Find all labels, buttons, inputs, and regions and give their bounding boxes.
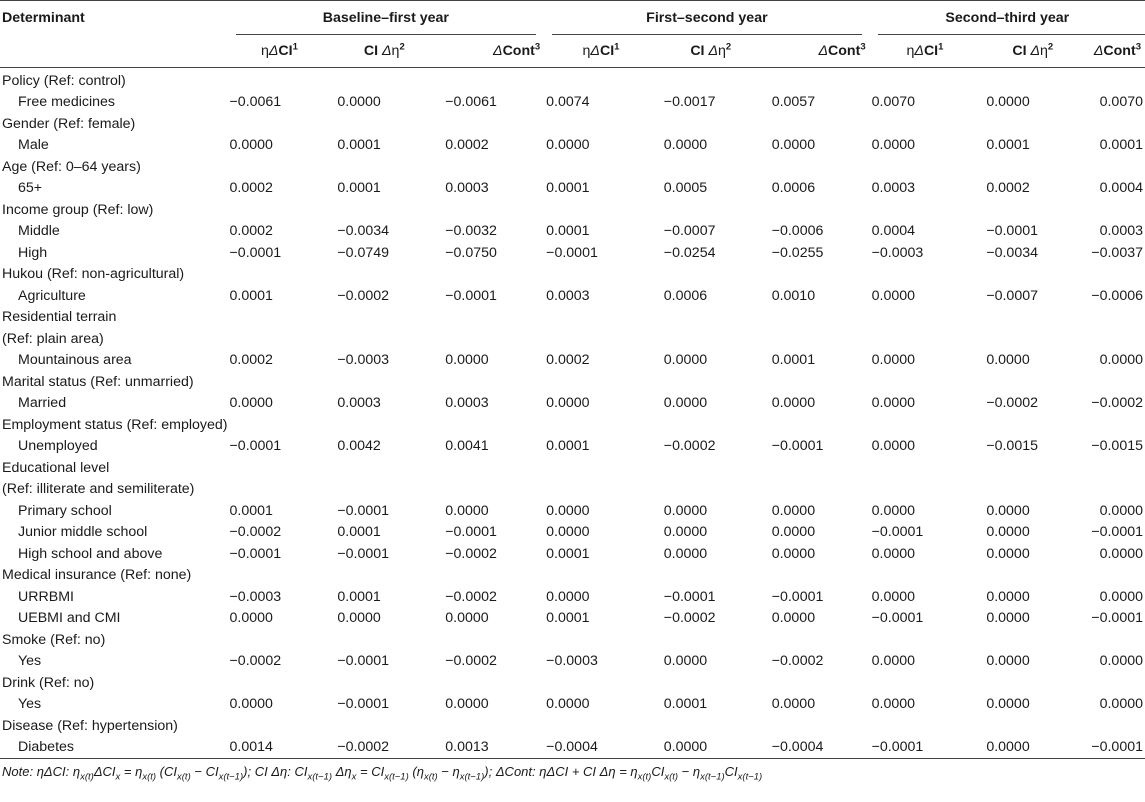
value-cell: 0.0003 — [445, 180, 489, 197]
value-cell: 0.0001 — [546, 180, 590, 197]
value-cell: 0.0004 — [1099, 180, 1143, 197]
value-cell: 0.0000 — [445, 352, 489, 369]
empty-cell — [228, 414, 1145, 436]
value-cell: 0.0000 — [663, 545, 708, 562]
row-label: Diabetes — [18, 739, 74, 756]
value-cell: 0.0002 — [986, 180, 1030, 197]
group-row — [0, 307, 1145, 329]
table-row — [0, 436, 1145, 458]
group-row — [0, 414, 1145, 436]
value-cell: 0.0070 — [871, 94, 916, 111]
group-label: Second–third year — [945, 10, 1070, 26]
table-row — [0, 651, 1145, 673]
value-cell: −0.0001 — [337, 696, 390, 713]
value-cell: 0.0000 — [445, 696, 489, 713]
value-cell: 0.0000 — [771, 545, 816, 562]
row-label: Unemployed — [18, 438, 98, 455]
value-cell: 0.0005 — [663, 180, 708, 197]
value-cell: −0.0015 — [1091, 438, 1143, 455]
value-cell: −0.0037 — [1091, 244, 1143, 261]
value-cell: 0.0000 — [986, 545, 1030, 562]
value-cell: −0.0002 — [445, 653, 497, 670]
value-cell: −0.0003 — [229, 588, 282, 605]
value-cell: −0.0002 — [337, 739, 390, 756]
value-cell: −0.0001 — [337, 653, 390, 670]
group-label: Residential terrain — [2, 309, 117, 326]
value-cell: 0.0001 — [771, 352, 816, 369]
value-cell: 0.0010 — [771, 287, 816, 304]
value-cell: 0.0001 — [337, 524, 381, 541]
value-cell: 0.0001 — [1099, 137, 1143, 154]
row-label: Primary school — [18, 502, 112, 519]
value-cell: −0.0001 — [445, 287, 497, 304]
subcol-header: ηΔCI$^1$ — [260, 41, 298, 59]
value-cell: −0.0001 — [663, 588, 716, 605]
value-cell: 0.0000 — [986, 524, 1030, 541]
value-cell: −0.0001 — [871, 610, 924, 627]
group-row — [0, 264, 1145, 286]
value-cell: 0.0000 — [771, 395, 816, 412]
empty-cell — [228, 629, 1145, 651]
value-cell: −0.0001 — [546, 244, 598, 261]
value-cell: 0.0000 — [663, 524, 708, 541]
value-cell: −0.0001 — [986, 223, 1038, 240]
value-cell: −0.0032 — [445, 223, 497, 240]
value-cell: 0.0000 — [1099, 352, 1143, 369]
value-cell: −0.0002 — [337, 287, 390, 304]
value-cell: 0.0000 — [229, 696, 273, 713]
value-cell: 0.0000 — [871, 395, 916, 412]
subcol-header: CI $\Delta\eta^2$ — [363, 41, 405, 59]
header-row-groups — [0, 1, 1145, 36]
empty-cell — [228, 156, 1145, 178]
value-cell: 0.0000 — [546, 524, 590, 541]
group-label: Policy (Ref: control) — [2, 72, 126, 89]
empty-cell — [228, 307, 1145, 329]
subcol-header: ηΔCI$^1$ — [906, 41, 944, 59]
value-cell: −0.0006 — [1091, 287, 1143, 304]
empty-cell — [228, 371, 1145, 393]
value-cell: 0.0000 — [771, 137, 816, 154]
value-cell: −0.0001 — [445, 524, 497, 541]
group-label: Smoke (Ref: no) — [2, 631, 106, 648]
value-cell: 0.0001 — [337, 180, 381, 197]
table-row — [0, 500, 1145, 522]
group-header-baseline — [228, 1, 545, 36]
row-label: Yes — [18, 696, 42, 713]
value-cell: 0.0000 — [1099, 545, 1143, 562]
table-row — [0, 393, 1145, 415]
value-cell: 0.0000 — [871, 287, 916, 304]
empty-cell — [228, 68, 1145, 92]
value-cell: 0.0000 — [445, 610, 489, 627]
value-cell: 0.0000 — [771, 502, 816, 519]
value-cell: 0.0000 — [771, 696, 816, 713]
value-cell: 0.0001 — [986, 137, 1030, 154]
value-cell: −0.0006 — [771, 223, 824, 240]
value-cell: −0.0001 — [337, 502, 390, 519]
row-label: High — [18, 244, 48, 261]
value-cell: −0.0001 — [229, 438, 282, 455]
table-row — [0, 242, 1145, 264]
value-cell: 0.0000 — [986, 739, 1030, 756]
row-label: UEBMI and CMI — [18, 610, 121, 627]
value-cell: 0.0000 — [986, 610, 1030, 627]
group-row — [0, 629, 1145, 651]
value-cell: 0.0000 — [986, 502, 1030, 519]
table-row — [0, 135, 1145, 157]
value-cell: 0.0000 — [229, 610, 273, 627]
value-cell: 0.0002 — [445, 137, 489, 154]
group-label: Drink (Ref: no) — [2, 674, 95, 691]
value-cell: −0.0061 — [445, 94, 497, 111]
empty-cell — [228, 199, 1145, 221]
value-cell: 0.0000 — [986, 588, 1030, 605]
value-cell: 0.0002 — [229, 180, 273, 197]
row-label: Married — [18, 395, 67, 412]
group-row — [0, 479, 1145, 501]
subcol-header: ΔCont$^3$ — [493, 41, 541, 59]
group-label: Disease (Ref: hypertension) — [2, 717, 178, 734]
value-cell: 0.0057 — [771, 94, 816, 111]
group-label: (Ref: illiterate and semiliterate) — [2, 481, 195, 498]
group-row — [0, 715, 1145, 737]
group-label: Age (Ref: 0–64 years) — [2, 158, 141, 175]
value-cell: −0.0002 — [663, 610, 716, 627]
value-cell: −0.0003 — [337, 352, 390, 369]
value-cell: −0.0002 — [1091, 395, 1143, 412]
value-cell: 0.0001 — [229, 287, 273, 304]
value-cell: 0.0000 — [445, 502, 489, 519]
value-cell: 0.0000 — [229, 395, 273, 412]
empty-cell — [228, 457, 1145, 479]
subcol-header: ηΔCI$^1$ — [582, 41, 620, 59]
value-cell: 0.0000 — [663, 395, 708, 412]
value-cell: 0.0000 — [1099, 588, 1143, 605]
value-cell: 0.0003 — [445, 395, 489, 412]
value-cell: 0.0004 — [871, 223, 916, 240]
value-cell: −0.0001 — [771, 588, 824, 605]
value-cell: 0.0000 — [546, 696, 590, 713]
group-label: (Ref: plain area) — [2, 330, 104, 347]
empty-cell — [228, 715, 1145, 737]
value-cell: −0.0002 — [229, 524, 282, 541]
table-row — [0, 178, 1145, 200]
group-label: Medical insurance (Ref: none) — [2, 567, 192, 584]
group-row — [0, 457, 1145, 479]
value-cell: 0.0000 — [871, 588, 916, 605]
value-cell: 0.0041 — [445, 438, 489, 455]
value-cell: 0.0000 — [546, 502, 590, 519]
value-cell: −0.0001 — [871, 739, 924, 756]
table-row — [0, 522, 1145, 544]
group-label: Gender (Ref: female) — [2, 115, 136, 132]
row-label: URRBMI — [18, 588, 74, 605]
note-lead: Note: — [2, 764, 37, 779]
row-label: Agriculture — [18, 287, 86, 304]
table-row — [0, 221, 1145, 243]
group-row — [0, 68, 1145, 92]
value-cell: 0.0006 — [663, 287, 708, 304]
value-cell: −0.0034 — [337, 223, 390, 240]
group-label: Educational level — [2, 459, 110, 476]
value-cell: 0.0000 — [229, 137, 273, 154]
value-cell: −0.0750 — [445, 244, 497, 261]
value-cell: 0.0000 — [1099, 696, 1143, 713]
value-cell: 0.0001 — [546, 610, 590, 627]
row-label: Yes — [18, 653, 42, 670]
value-cell: 0.0002 — [229, 352, 273, 369]
value-cell: 0.0000 — [871, 696, 916, 713]
row-label: 65+ — [18, 180, 43, 197]
group-label: First–second year — [646, 10, 768, 26]
group-row — [0, 113, 1145, 135]
empty-cell — [228, 113, 1145, 135]
value-cell: 0.0000 — [986, 653, 1030, 670]
subcol-header: ΔCont$^3$ — [818, 41, 866, 59]
group-row — [0, 199, 1145, 221]
value-cell: −0.0002 — [986, 395, 1038, 412]
value-cell: 0.0001 — [546, 438, 590, 455]
value-cell: −0.0254 — [663, 244, 716, 261]
value-cell: 0.0002 — [546, 352, 590, 369]
group-label: Employment status (Ref: employed) — [2, 416, 228, 433]
group-label: Income group (Ref: low) — [2, 201, 154, 218]
row-label: High school and above — [18, 545, 163, 562]
subcol-header: CI $\Delta\eta^2$ — [1012, 41, 1054, 59]
table-row — [0, 694, 1145, 716]
empty-cell — [228, 479, 1145, 501]
value-cell: 0.0074 — [546, 94, 590, 111]
value-cell: 0.0000 — [986, 696, 1030, 713]
group-label: Marital status (Ref: unmarried) — [2, 373, 194, 390]
row-label: Mountainous area — [18, 352, 132, 369]
row-label: Male — [18, 137, 49, 154]
empty-cell — [228, 672, 1145, 694]
value-cell: 0.0000 — [871, 137, 916, 154]
value-cell: −0.0255 — [771, 244, 824, 261]
value-cell: 0.0014 — [229, 739, 273, 756]
subcol-header: ΔCont$^3$ — [1093, 41, 1141, 59]
value-cell: 0.0000 — [663, 739, 708, 756]
value-cell: −0.0007 — [663, 223, 716, 240]
value-cell: −0.0002 — [229, 653, 282, 670]
value-cell: −0.0001 — [337, 545, 390, 562]
table-row — [0, 608, 1145, 630]
value-cell: 0.0003 — [871, 180, 916, 197]
table-row — [0, 350, 1145, 372]
value-cell: 0.0000 — [337, 94, 381, 111]
value-cell: 0.0000 — [546, 137, 590, 154]
row-label: Middle — [18, 223, 60, 240]
value-cell: −0.0001 — [1091, 610, 1143, 627]
group-row — [0, 371, 1145, 393]
value-cell: 0.0000 — [771, 610, 816, 627]
value-cell: 0.0000 — [663, 653, 708, 670]
value-cell: −0.0004 — [771, 739, 824, 756]
value-cell: −0.0003 — [546, 653, 598, 670]
value-cell: 0.0000 — [871, 438, 916, 455]
value-cell: −0.0002 — [663, 438, 716, 455]
header-row-subcols — [0, 35, 1145, 68]
value-cell: 0.0001 — [337, 588, 381, 605]
group-header-first-second — [544, 1, 869, 36]
group-row — [0, 565, 1145, 587]
group-row — [0, 328, 1145, 350]
value-cell: 0.0001 — [337, 137, 381, 154]
group-row — [0, 156, 1145, 178]
table-row — [0, 737, 1145, 759]
value-cell: 0.0006 — [771, 180, 816, 197]
group-row — [0, 672, 1145, 694]
empty-cell — [228, 264, 1145, 286]
empty-header-cell — [0, 35, 228, 68]
value-cell: −0.0004 — [546, 739, 598, 756]
value-cell: 0.0002 — [229, 223, 273, 240]
value-cell: 0.0001 — [663, 696, 708, 713]
value-cell: 0.0000 — [337, 610, 381, 627]
value-cell: 0.0003 — [337, 395, 381, 412]
table-row — [0, 92, 1145, 114]
value-cell: −0.0001 — [1091, 739, 1143, 756]
value-cell: 0.0000 — [986, 94, 1030, 111]
value-cell: −0.0001 — [229, 545, 282, 562]
row-label: Junior middle school — [18, 524, 148, 541]
value-cell: 0.0000 — [771, 524, 816, 541]
table-row — [0, 285, 1145, 307]
subcol-header: CI $\Delta\eta^2$ — [690, 41, 732, 59]
determinant-header: Determinant — [2, 10, 85, 26]
value-cell: −0.0002 — [771, 653, 824, 670]
value-cell: 0.0000 — [1099, 653, 1143, 670]
value-cell: −0.0002 — [445, 588, 497, 605]
group-header-second-third — [870, 1, 1145, 36]
value-cell: 0.0000 — [871, 502, 916, 519]
value-cell: −0.0001 — [771, 438, 824, 455]
value-cell: 0.0000 — [546, 588, 590, 605]
value-cell: 0.0001 — [229, 502, 273, 519]
value-cell: −0.0001 — [229, 244, 282, 261]
value-cell: −0.0034 — [986, 244, 1038, 261]
value-cell: −0.0007 — [986, 287, 1038, 304]
value-cell: 0.0000 — [871, 653, 916, 670]
value-cell: −0.0749 — [337, 244, 390, 261]
value-cell: −0.0015 — [986, 438, 1038, 455]
value-cell: 0.0000 — [663, 137, 708, 154]
table-row — [0, 543, 1145, 565]
value-cell: 0.0000 — [663, 502, 708, 519]
value-cell: 0.0013 — [445, 739, 489, 756]
empty-cell — [228, 328, 1145, 350]
value-cell: −0.0001 — [871, 524, 924, 541]
value-cell: 0.0003 — [1099, 223, 1143, 240]
table-note: Note: ηΔCI: $\eta_{x(t)}\Delta CI_x = \eta_{x(t)}$ $(CI_{x(t)} - CI_{x(t-1)})$; CI Δη: $CI_{x(t-1)}$ $\Delta\eta_x = CI_{x(t-1)}$ $(\eta_{x(t)} - \eta_{x(t-1)})$; ΔCont: ηΔCI + CI $\Delta\eta = \eta_{x(t)}CI_{x(t)} - \eta_{x(t-1)}CI_{x(t-1)}$ — [2, 764, 763, 783]
empty-cell — [228, 565, 1145, 587]
table-body — [0, 68, 1145, 759]
value-cell: 0.0003 — [546, 287, 590, 304]
value-cell: −0.0017 — [663, 94, 716, 111]
value-cell: −0.0003 — [871, 244, 924, 261]
value-cell: 0.0042 — [337, 438, 381, 455]
value-cell: 0.0001 — [546, 545, 590, 562]
value-cell: −0.0061 — [229, 94, 282, 111]
value-cell: 0.0001 — [546, 223, 590, 240]
group-label: Hukou (Ref: non-agricultural) — [2, 266, 185, 283]
value-cell: 0.0070 — [1099, 94, 1143, 111]
table-row — [0, 586, 1145, 608]
value-cell: −0.0001 — [1091, 524, 1143, 541]
row-label: Free medicines — [18, 94, 115, 111]
value-cell: 0.0000 — [1099, 502, 1143, 519]
group-label: Baseline–first year — [322, 10, 449, 26]
value-cell: −0.0002 — [445, 545, 497, 562]
value-cell: 0.0000 — [871, 545, 916, 562]
value-cell: 0.0000 — [871, 352, 916, 369]
value-cell: 0.0000 — [663, 352, 708, 369]
value-cell: 0.0000 — [986, 352, 1030, 369]
value-cell: 0.0000 — [546, 395, 590, 412]
